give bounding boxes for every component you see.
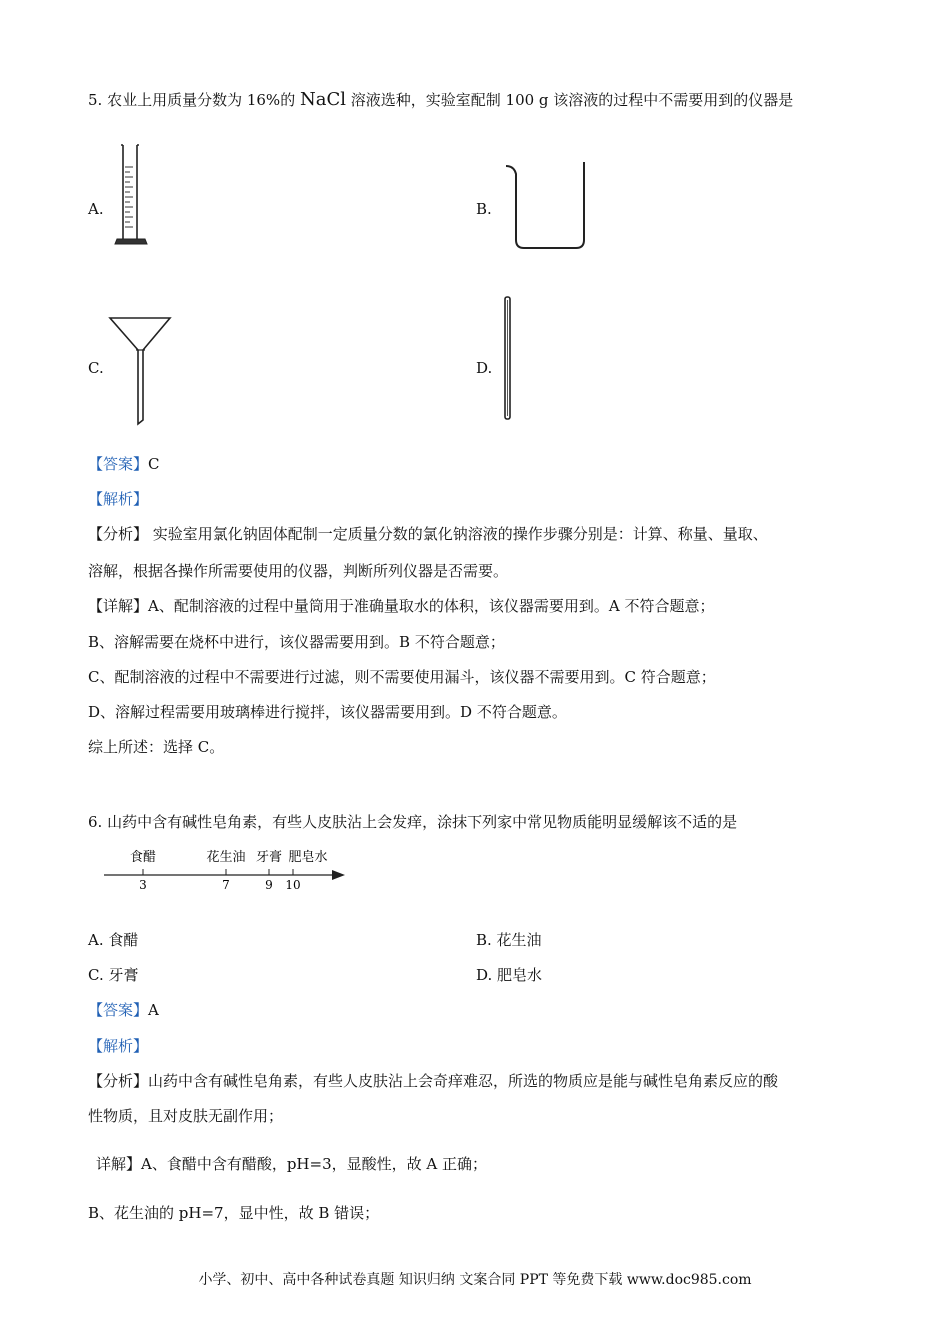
q5-stem [88, 90, 793, 110]
q6-stem: 6. 山药中含有碱性皂角素，有些人皮肤沾上会发痒，涂抹下列家中常见物质能明显缓解该不适的是 [88, 813, 738, 831]
q6-option-b[interactable]: B. 花生油 [476, 931, 542, 949]
q5-answer [88, 454, 160, 474]
q5-option-a-label[interactable]: A. [88, 200, 104, 218]
q5-stem-pre: 5. 农业上用质量分数为 16%的 [88, 91, 300, 109]
q5-option-c-label[interactable]: C. [88, 359, 104, 377]
q5-option-b-label[interactable]: B. [476, 200, 492, 218]
scale-tick-3: 3 [139, 878, 147, 892]
ph-scale [100, 845, 350, 893]
q6-analysis-tag: 【解析】 [88, 1037, 149, 1055]
q6-option-c[interactable]: C. 牙膏 [88, 966, 139, 984]
q6-fenxi-2: 性物质，且对皮肤无副作用； [88, 1107, 284, 1125]
scale-label-peanut-oil: 花生油 [206, 850, 246, 865]
glass-rod-icon [503, 296, 513, 420]
q5-formula: NaCl [299, 89, 346, 110]
scale-tick-7: 7 [222, 878, 230, 892]
fenxi-text: 实验室用氯化钠固体配制一定质量分数的氯化钠溶液的操作步骤分别是：计算、称量、量取、 [148, 525, 768, 543]
page-footer: 小学、初中、高中各种试卷真题 知识归纳 文案合同 PPT 等免费下载 www.doc985.com [198, 1272, 752, 1288]
graduated-cylinder-icon [114, 143, 154, 248]
q6-detail-a: 详解】A、食醋中含有醋酸，pH=3，显酸性，故 A 正确； [96, 1155, 487, 1173]
q5-fenxi-2: 溶解，根据各操作所需要使用的仪器，判断所列仪器是否需要。 [88, 562, 509, 580]
fenxi-tag: 【分析】 [88, 1072, 149, 1090]
detail-a-text: A、配制溶液的过程中量筒用于准确量取水的体积，该仪器需要用到。A 不符合题意； [148, 597, 715, 615]
q5-detail-c: C、配制溶液的过程中不需要进行过滤，则不需要使用漏斗，该仪器不需要用到。C 符合题意； [88, 668, 716, 686]
fenxi-text: 山药中含有碱性皂角素，有些人皮肤沾上会奇痒难忍，所选的物质应是能与碱性皂角素反应的酸 [148, 1072, 779, 1090]
q6-detail-b: B、花生油的 pH=7，显中性，故 B 错误； [88, 1204, 380, 1222]
q5-detail-b: B、溶解需要在烧杯中进行，该仪器需要用到。B 不符合题意； [88, 633, 505, 651]
q5-detail-d: D、溶解过程需要用玻璃棒进行搅拌，该仪器需要用到。D 不符合题意。 [88, 703, 567, 721]
detail-tag: 【详解】 [88, 597, 149, 615]
q5-summary: 综上所述：选择 C。 [88, 738, 225, 756]
q6-option-a[interactable]: A. 食醋 [88, 931, 139, 949]
q5-option-d-label[interactable]: D. [476, 359, 493, 377]
beaker-icon [504, 160, 590, 252]
answer-tag: 【答案】 [88, 455, 149, 473]
answer-value: A [148, 1001, 159, 1019]
q6-answer [88, 1000, 159, 1020]
q5-stem-post: 溶液选种，实验室配制 100 g 该溶液的过程中不需要用到的仪器是 [345, 91, 794, 109]
answer-tag: 【答案】 [88, 1001, 149, 1019]
answer-value: C [148, 455, 160, 473]
q6-option-d[interactable]: D. 肥皂水 [476, 966, 543, 984]
scale-tick-10: 10 [285, 878, 301, 892]
scale-tick-9: 9 [265, 878, 273, 892]
fenxi-tag: 【分析】 [88, 525, 149, 543]
scale-label-vinegar: 食醋 [129, 850, 157, 865]
q5-analysis-tag: 【解析】 [88, 490, 149, 508]
scale-label-toothpaste: 牙膏 [255, 850, 283, 865]
q6-fenxi-1 [88, 1071, 778, 1091]
funnel-icon [108, 316, 172, 426]
scale-label-soap-water: 肥皂水 [288, 850, 328, 865]
q5-fenxi-1 [88, 524, 768, 544]
q5-detail-a [88, 596, 714, 616]
